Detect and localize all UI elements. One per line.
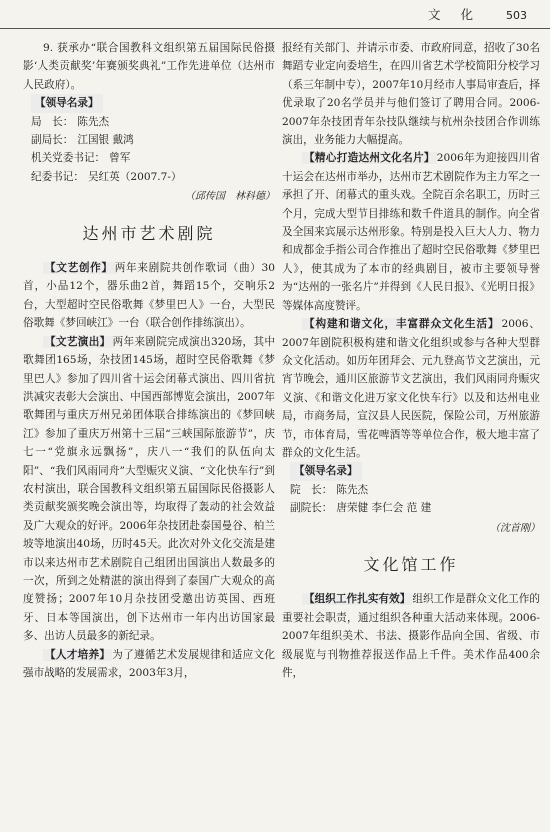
leader-entry bbox=[290, 481, 540, 499]
leader-role: 机关党委书记： bbox=[31, 152, 106, 165]
leader-role: 副局长： bbox=[31, 134, 74, 147]
para-performance bbox=[23, 333, 275, 646]
para-label: 【文艺创作】 bbox=[45, 262, 113, 275]
section-title: 达州市艺术剧院 bbox=[82, 223, 216, 243]
author-signature: （邱传国 林科德） bbox=[185, 191, 275, 203]
leaders-list bbox=[282, 481, 540, 518]
leader-entry bbox=[290, 499, 540, 517]
para-text: 两年来剧院共创作歌词（曲）30首，小品12个，器乐曲2首，舞蹈15个，交响乐2台，大型超时空民俗歌舞《梦里巴人》一台，大型民俗歌舞《梦回峡江》一台（联合创作排练演出）。 bbox=[23, 262, 276, 330]
leader-role: 院 长： bbox=[290, 483, 333, 496]
author-signature: （沈首刚） bbox=[490, 522, 540, 534]
para-creation bbox=[23, 259, 275, 333]
leader-names: 陈先杰 bbox=[336, 483, 369, 496]
leader-entry bbox=[31, 131, 275, 149]
leader-names: 陈先杰 bbox=[77, 115, 110, 128]
header-rule bbox=[0, 28, 550, 29]
para-text: 两年来剧院完成演出320场，其中歌舞团165场，杂技团145场，超时空民俗歌舞《梦里巴人》参加了四川省十运会闭幕式演出、四川省抗洪减灾表彰大会演出、中国西部博览会演出，2007年歌舞团与重庆万州兄弟团体联合排练演出的《梦回峡江》参加了重庆万州第十三届“三峡国际旅游节”，庆七一“党旗永远飘扬”，庆八一“我们的队伍向太阳”、“我们风雨同舟”大型赈灾义演、“文化快车行”到农村演出，联合国教科文组织第五届国际民俗摄影人类贡献奖颁奖晚会演出等，均取得了轰动的社会效益及广大观众的好评。2006年杂技团赴泰国曼谷、柏兰坡等地演出40场，历时45天。此次对外文化交流是建市以来达州市艺术剧院自己组团出国演出人数最多的一次，所到之处精湛的演出得到了泰国广大观众的高度赞扬；2007年10月杂技团受邀出访英国、西班牙、日本等国演出，创下达州市一年内出访国家最多、出访人员最多的新纪录。 bbox=[23, 335, 275, 643]
leader-role: 纪委书记： bbox=[31, 170, 84, 183]
leader-entry bbox=[31, 113, 275, 131]
page-number: 503 bbox=[506, 9, 527, 22]
left-column bbox=[23, 39, 275, 682]
para-city-card bbox=[282, 149, 540, 315]
para-label: 【人才培养】 bbox=[45, 648, 111, 661]
para-harmony bbox=[282, 315, 540, 462]
para-talent bbox=[23, 646, 275, 683]
leader-names: 唐荣健 李仁会 范 建 bbox=[336, 502, 432, 515]
section-title: 文化馆工作 bbox=[363, 554, 459, 574]
para-text: 2006年为迎接四川省十运会在达州市举办，达州市艺术剧院作为主力军之一承担了开、闭幕式的重头戏。全院百余名职工，历时三个月，完成大型节目排练和数千件道具的制作。向全省及全国来宾展示达州形象。特别是投入巨大人力、物力和成都金手指公司合作推出了超时空民俗歌舞《梦里巴人》，使其成为了本市的经典剧目，被市主要领导誉为“达州的一张名片”并得到《人民日报》、《光明日报》等媒体高度赞评。 bbox=[282, 152, 540, 312]
para-text: 2006、2007年剧院积极构建和谐文化组织或参与各种大型群众文化活动。如历年团拜会、元九登高节文艺演出，元宵节晚会，通川区旅游节文艺演出，我们风雨同舟赈灾义演、《和谐文化进万家文化快车行》以及和达州电业局，市商务局，宣汉县人民医院，保险公司，万州旅游节，市体育局，雪花啤酒等等单位合作，极大地丰富了群众的文化生活。 bbox=[282, 318, 540, 459]
award-item-9: 9. 获承办“联合国教科文组织第五届国际民俗摄影‘人类贡献奖’年赛颁奖典礼”工作先进单位（达州市人民政府）。 bbox=[23, 42, 275, 91]
leader-names: 吴红英（2007.7-） bbox=[87, 170, 182, 183]
leaders-heading: 【领导名录】 bbox=[31, 94, 103, 112]
leaders-heading: 【领导名录】 bbox=[290, 462, 362, 480]
leader-role: 副院长： bbox=[290, 502, 333, 515]
leader-role: 局 长： bbox=[31, 115, 74, 128]
para-continued: 报经有关部门、并请示市委、市政府同意，招收了30名舞蹈专业定向委培生，在四川省艺术学校简阳分校学习（系三年制中专），2007年10月经市人事局审查后，择优录取了20名学员并与他们签订了聘用合同。2006-2007年杂技团青年杂技队继续与杭州杂技团合作训练演出，业务能力大幅提高。 bbox=[282, 42, 540, 147]
leader-names: 江国银 戴鸿 bbox=[77, 134, 134, 147]
para-organization bbox=[282, 590, 540, 682]
para-label: 【文艺演出】 bbox=[45, 335, 111, 348]
para-label: 【组织工作扎实有效】 bbox=[304, 593, 411, 606]
leader-entry bbox=[31, 168, 275, 186]
para-text: 为了遵循艺术发展规律和适应文化强市战略的发展需求，2003年3月， bbox=[23, 648, 276, 679]
para-text: 组织工作是群众文化工作的重要社会职责，通过组织各种重大活动来体现。2006-2007年组织美术、书法、摄影作品向全国、省级、市级展览与刊物推荐报送作品上千件。美术作品400余件， bbox=[282, 593, 541, 679]
leader-names: 曾军 bbox=[109, 152, 131, 165]
leaders-list bbox=[23, 113, 275, 187]
running-title: 文 化 bbox=[428, 7, 481, 22]
leader-entry bbox=[31, 149, 275, 167]
right-column bbox=[282, 39, 540, 682]
para-label: 【精心打造达州文化名片】 bbox=[304, 152, 435, 165]
para-label: 【构建和谐文化，丰富群众文化生活】 bbox=[304, 318, 500, 331]
